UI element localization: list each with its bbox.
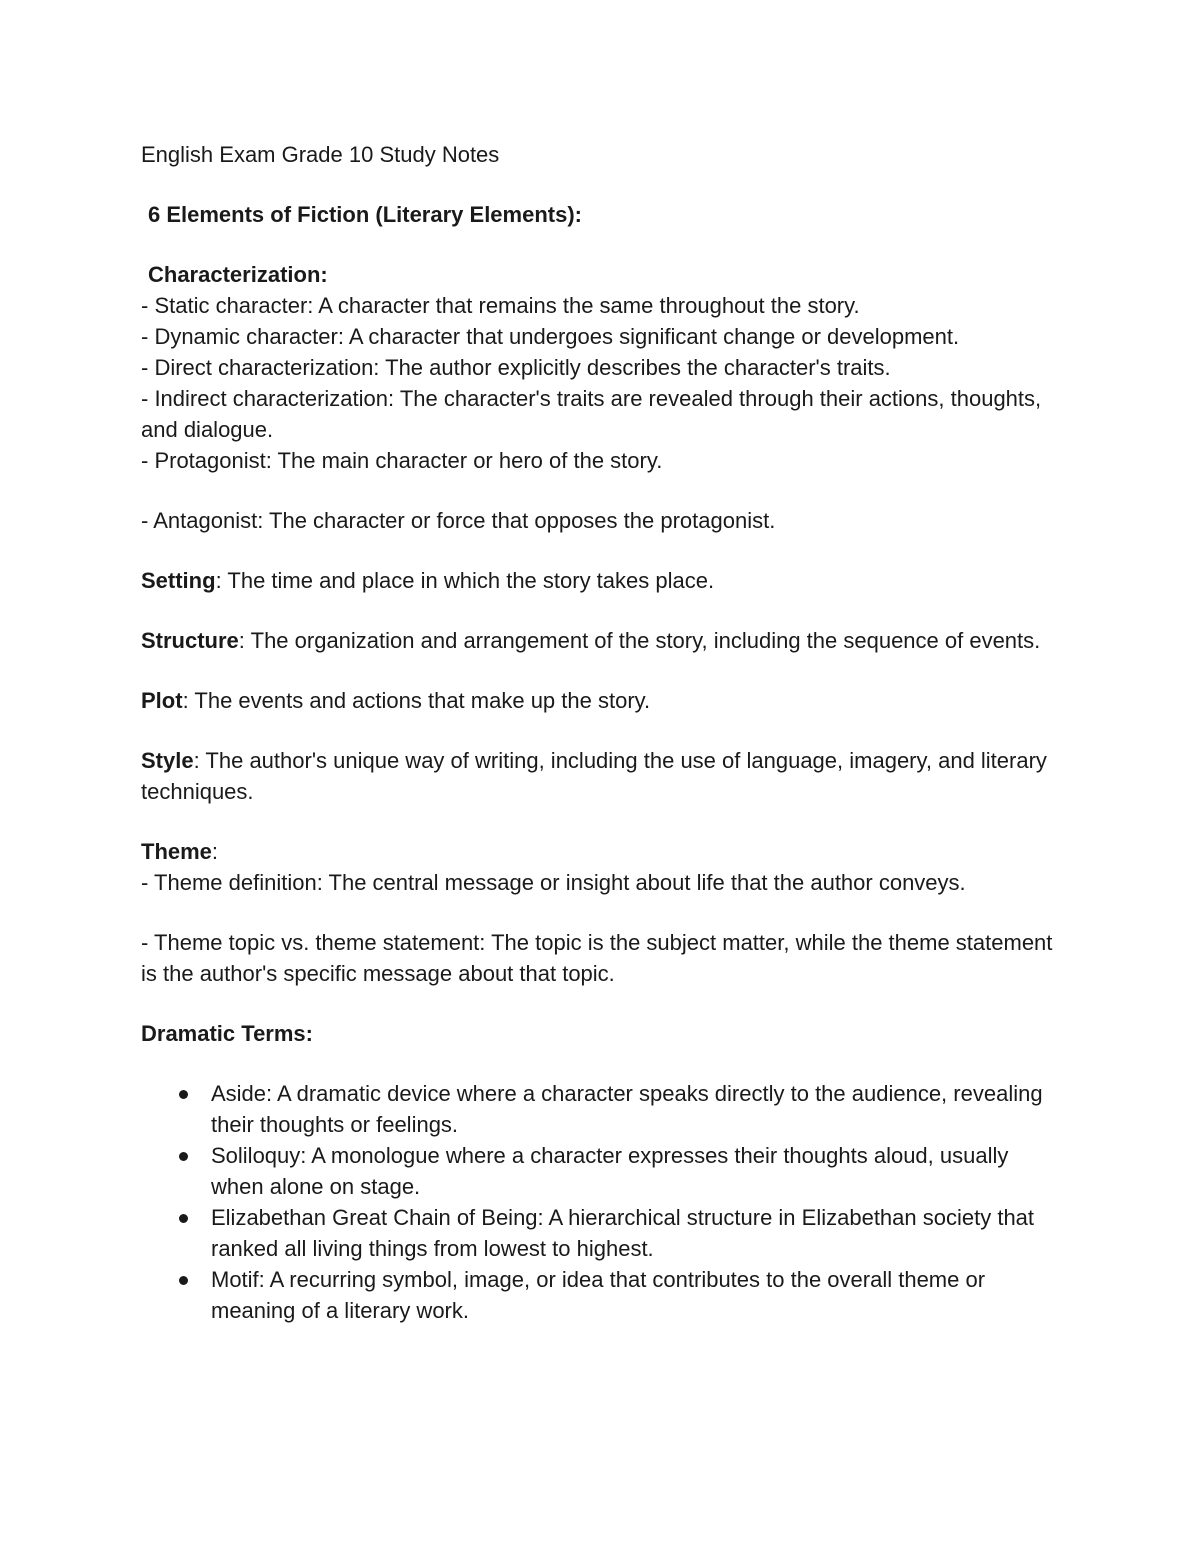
theme-term: Theme xyxy=(141,839,212,864)
characterization-heading: Characterization: xyxy=(148,262,328,287)
plot-paragraph xyxy=(141,685,1061,716)
theme-item-topic-vs-statement: - Theme topic vs. theme statement: The topic is the subject matter, while the theme statement is the author's specific message about that topic. xyxy=(141,930,1053,986)
structure-term: Structure xyxy=(141,628,239,653)
dramatic-term-aside: Aside: A dramatic device where a character speaks directly to the audience, revealing their thoughts or feelings. xyxy=(211,1081,1043,1137)
setting-paragraph xyxy=(141,565,1061,596)
bullet-icon xyxy=(179,1276,188,1285)
theme-heading xyxy=(141,836,1061,867)
style-paragraph xyxy=(141,745,1061,807)
characterization-item-protagonist: - Protagonist: The main character or hero of the story. xyxy=(141,448,663,473)
document-title: English Exam Grade 10 Study Notes xyxy=(141,142,500,167)
dramatic-term-motif: Motif: A recurring symbol, image, or idea that contributes to the overall theme or meaning of a literary work. xyxy=(211,1267,986,1323)
setting-text: : The time and place in which the story takes place. xyxy=(215,568,715,593)
theme-item-definition: - Theme definition: The central message or insight about life that the author conveys. xyxy=(141,870,966,895)
document-page xyxy=(141,139,1061,1326)
list-item xyxy=(141,1078,1061,1140)
list-item xyxy=(141,1264,1061,1326)
style-term: Style xyxy=(141,748,194,773)
list-item xyxy=(141,1140,1061,1202)
dramatic-terms-list xyxy=(141,1078,1061,1326)
bullet-icon xyxy=(179,1214,188,1223)
dramatic-term-chain-of-being: Elizabethan Great Chain of Being: A hierarchical structure in Elizabethan society that ranked all living things from lowest to highest. xyxy=(211,1205,1035,1261)
theme-colon: : xyxy=(211,839,219,864)
list-item xyxy=(141,1202,1061,1264)
characterization-item-antagonist: - Antagonist: The character or force that opposes the protagonist. xyxy=(141,508,776,533)
structure-text: : The organization and arrangement of the story, including the sequence of events. xyxy=(238,628,1041,653)
style-text: : The author's unique way of writing, including the use of language, imagery, and literary techniques. xyxy=(141,748,1047,804)
structure-paragraph xyxy=(141,625,1061,656)
setting-term: Setting xyxy=(141,568,216,593)
dramatic-term-soliloquy: Soliloquy: A monologue where a character expresses their thoughts aloud, usually when alone on stage. xyxy=(211,1143,1009,1199)
characterization-item-indirect: - Indirect characterization: The character's traits are revealed through their actions, thoughts, and dialogue. xyxy=(141,386,1042,442)
characterization-item-direct: - Direct characterization: The author explicitly describes the character's traits. xyxy=(141,355,891,380)
plot-text: : The events and actions that make up the story. xyxy=(182,688,651,713)
bullet-icon xyxy=(179,1090,188,1099)
plot-term: Plot xyxy=(141,688,183,713)
bullet-icon xyxy=(179,1152,188,1161)
dramatic-terms-heading: Dramatic Terms: xyxy=(141,1021,313,1046)
elements-heading: 6 Elements of Fiction (Literary Elements): xyxy=(148,202,582,227)
characterization-item-static: - Static character: A character that remains the same throughout the story. xyxy=(141,293,860,318)
characterization-item-dynamic: - Dynamic character: A character that undergoes significant change or development. xyxy=(141,324,960,349)
